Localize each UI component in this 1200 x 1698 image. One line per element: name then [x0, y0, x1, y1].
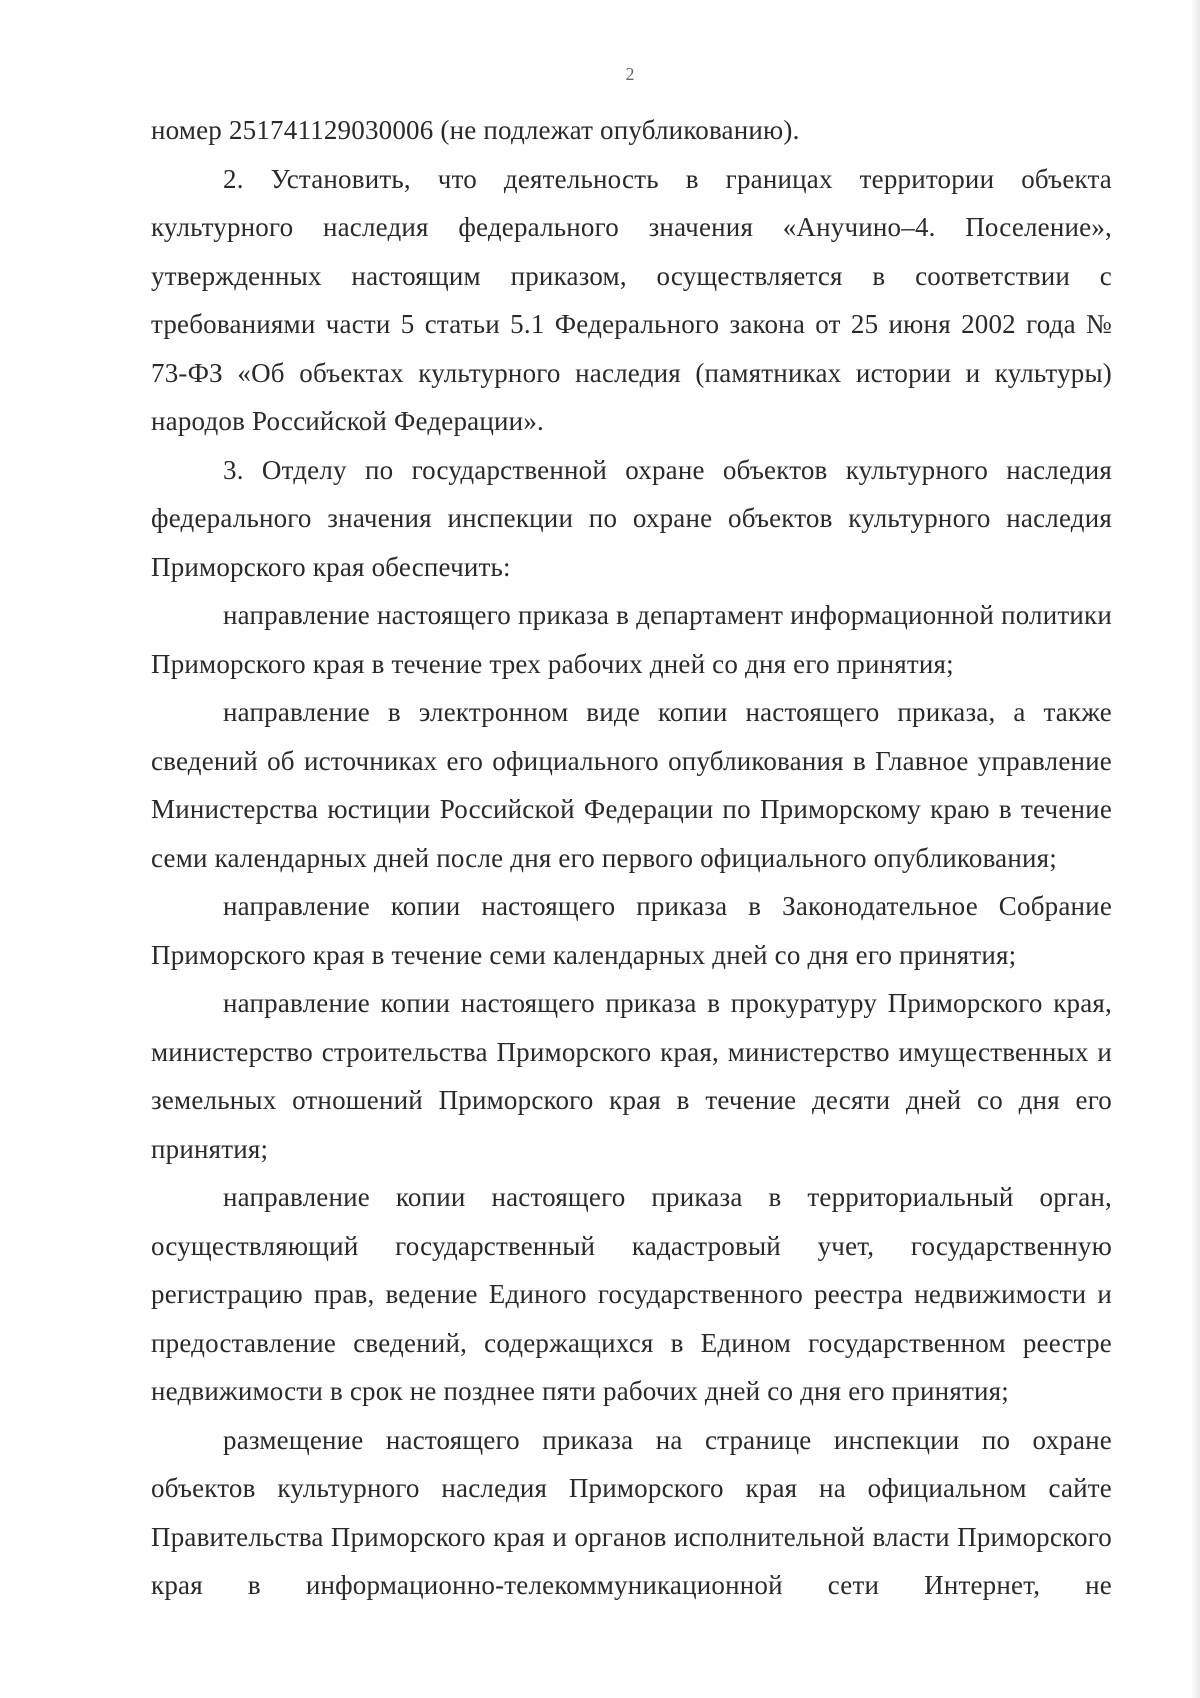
paragraph-item-2: 2. Установить, что деятельность в границах территории объекта культурного наследия федерального значения «Анучино–4. Поселение», утвержденных настоящим приказом, осуществляется в соответствии с требованиями части 5 статьи 5.1 Федерального закона от 25 июня 2002 года № 73-ФЗ «Об объектах культурного наследия (памятниках истории и культуры) народов Российской Федерации». — [151, 163, 1112, 436]
paragraph-subitem: направление копии настоящего приказа в территориальный орган, осуществляющий государственный кадастровый учет, государственную регистрацию прав, ведение Единого государственного реестра недвижимости и предоставление сведений, содержащихся в Едином государственном реестре недвижимости в срок не позднее пяти рабочих дней со дня его принятия; — [151, 1182, 1112, 1406]
paragraph-subitem: размещение настоящего приказа на странице инспекции по охране объектов культурного наследия Приморского края на официальном сайте Правительства Приморского края и органов исполнительной власти Приморского края в информационно-телекоммуникационной сети Интернет, не — [151, 1424, 1112, 1600]
page-number: 2 — [625, 64, 635, 84]
paragraph-subitem: направление настоящего приказа в департамент информационной политики Приморского края в течение трех рабочих дней со дня его принятия; — [151, 600, 1112, 679]
scan-edge — [1190, 0, 1200, 1698]
paragraph-subitem: направление копии настоящего приказа в Законодательное Собрание Приморского края в течение семи календарных дней со дня его принятия; — [151, 891, 1112, 970]
paragraph-subitem: направление в электронном виде копии настоящего приказа, а также сведений об источниках его официального опубликования в Главное управление Министерства юстиции Российской Федерации по Приморскому краю в течение семи календарных дней после дня его первого официального опубликования; — [151, 697, 1112, 873]
document-body — [151, 106, 1112, 1610]
paragraph-subitem: направление копии настоящего приказа в прокуратуру Приморского края, министерство строительства Приморского края, министерство имущественных и земельных отношений Приморского края в течение десяти дней со дня его принятия; — [151, 988, 1112, 1164]
paragraph-item-3: 3. Отделу по государственной охране объектов культурного наследия федерального значения инспекции по охране объектов культурного наследия Приморского края обеспечить: — [151, 454, 1112, 582]
paragraph-continuation: номер 251741129030006 (не подлежат опубликованию). — [151, 115, 800, 145]
